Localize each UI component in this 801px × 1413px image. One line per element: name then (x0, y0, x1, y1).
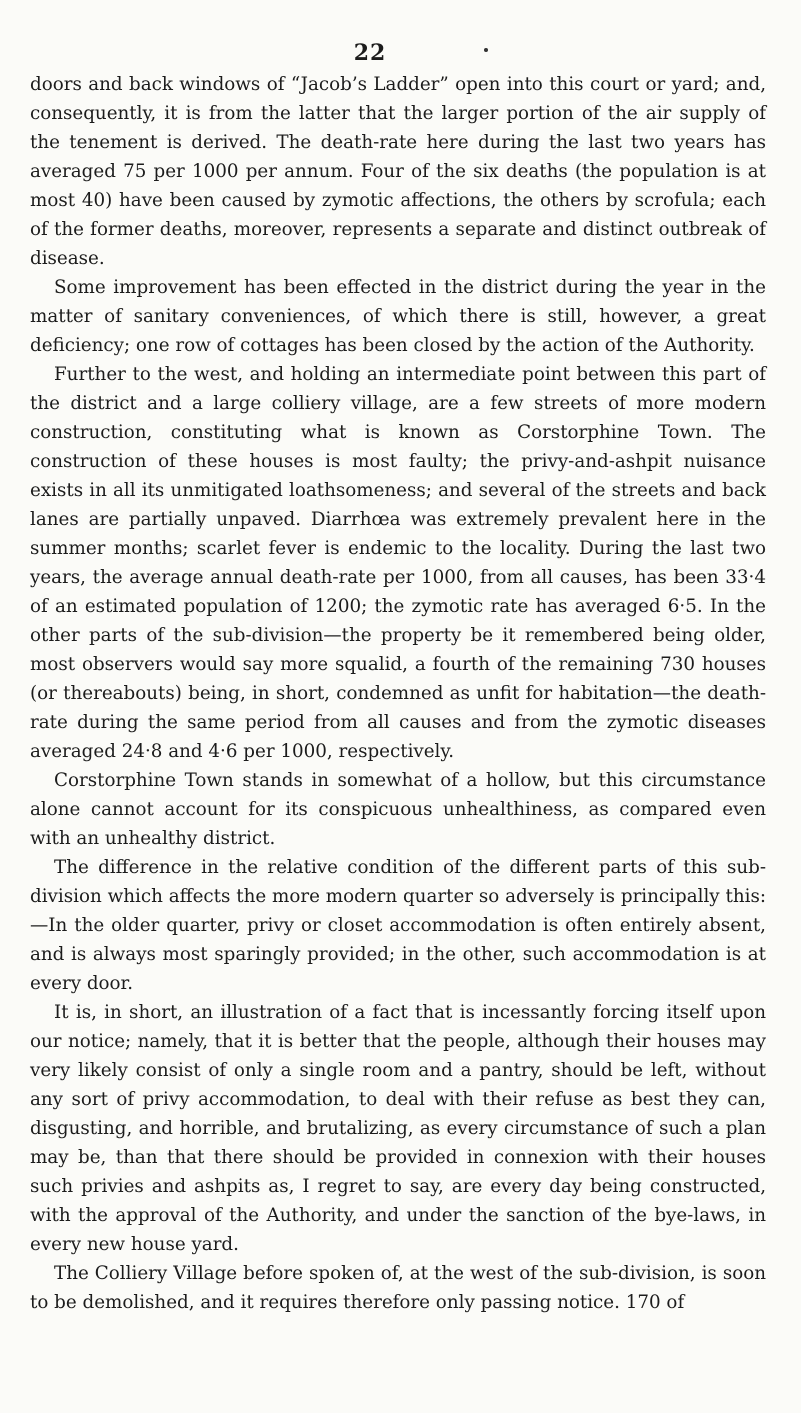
body-text (30, 70, 766, 1317)
paragraph-continuation: doors and back windows of “Jacob’s Ladder” open into this court or yard; and, consequently, it is from the latter that the larger portion of the air supply of the tenement is derived. The death-rate here during the last two years has averaged 75 per 1000 per annum. Four of the six deaths (the population is at most 40) have been caused by zymotic affections, the others by scrofula; each of the former deaths, moreover, represents a separate and distinct outbreak of disease. (30, 74, 766, 269)
paragraph-corstorphine-town: Further to the west, and holding an intermediate point between this part of the district and a large colliery village, are a few streets of more modern construction, constituting what is known as Corstorphine Town. The construction of these houses is most faulty; the privy-and-ashpit nuisance exists in all its unmitigated loathsomeness; and several of the streets and back lanes are partially unpaved. Diarrhœa was extremely prevalent here in the summer months; scarlet fever is endemic to the locality. During the last two years, the average annual death-rate per 1000, from all causes, has been 33·4 of an estimated population of 1200; the zymotic rate has averaged 6·5. In the other parts of the sub-division—the property be it remembered being older, most observers would say more squalid, a fourth of the remaining 730 houses (or thereabouts) being, in short, condemned as unfit for habitation—the death-rate during the same period from all causes and from the zymotic diseases averaged 24·8 and 4·6 per 1000, respectively. (30, 364, 766, 762)
paragraph-colliery-village: The Colliery Village before spoken of, at the west of the sub-division, is soon to be demolished, and it requires therefore only passing notice. 170 of (30, 1263, 766, 1313)
paragraph-hollow: Corstorphine Town stands in somewhat of a hollow, but this circumstance alone cannot account for its conspicuous unhealthiness, as compared even with an unhealthy district. (30, 770, 766, 849)
paragraph-sanitary-improvement: Some improvement has been effected in the district during the year in the matter of sanitary conveniences, of which there is still, however, a great deficiency; one row of cottages has been closed by the action of the Authority. (30, 277, 766, 356)
paragraph-difference: The difference in the relative condition of the different parts of this sub-division which affects the more modern quarter so adversely is principally this:—In the older quarter, privy or closet accommodation is often entirely absent, and is always most sparingly provided; in the other, such accommodation is at every door. (30, 857, 766, 994)
ink-dot-mark (484, 48, 488, 52)
paragraph-illustration: It is, in short, an illustration of a fact that is incessantly forcing itself upon our notice; namely, that it is better that the people, although their houses may very likely consist of only a single room and a pantry, should be left, without any sort of privy accommodation, to deal with their refuse as best they can, disgusting, and horrible, and brutalizing, as every circumstance of such a plan may be, than that there should be provided in connexion with their houses such privies and ashpits as, I regret to say, are every day being constructed, with the approval of the Authority, and under the sanction of the bye-laws, in every new house yard. (30, 1002, 766, 1255)
page-number: 22 (353, 40, 387, 66)
